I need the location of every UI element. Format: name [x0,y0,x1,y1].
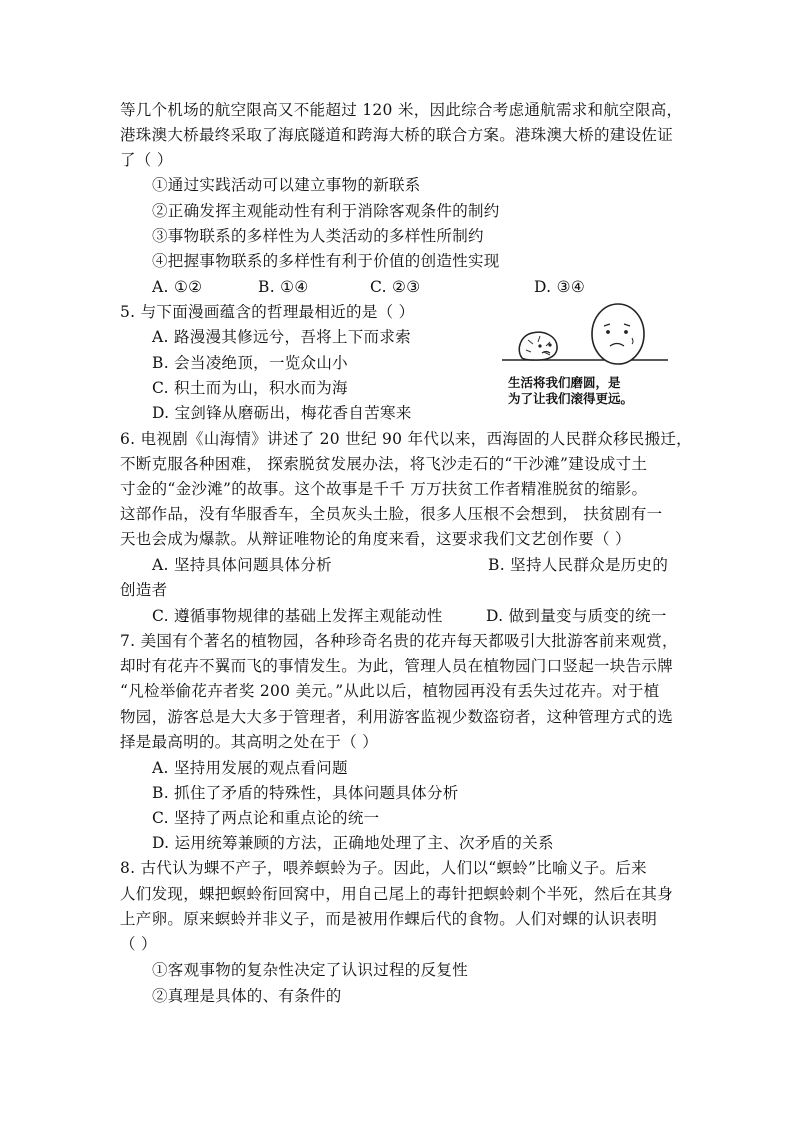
q8-stem-line: 上产卵。原来螟蛉并非义子，而是被用作蜾后代的食物。人们对蜾的认识表明 [120,910,658,928]
q6-option-c: C. 遵循事物规律的基础上发挥主观能动性 [152,607,443,625]
q6-stem-line: 天也会成为爆款。从辩证唯物论的角度来看，这要求我们文艺创作要（ ） [120,530,631,548]
q4-statement: ②正确发挥主观能动性有利于消除客观条件的制约 [152,202,500,220]
q7-stem-line: “凡检举偷花卉者奖 200 美元。”从此以后，植物园再没有丢失过花卉。对于植 [120,682,660,700]
q6-stem-line: 寸金的“金沙滩”的故事。这个故事是千千 万万扶贫工作者精准脱贫的缩影。 [120,480,648,498]
q4-statement: ③事物联系的多样性为人类活动的多样性所制约 [152,227,484,245]
q6-option-a: A. 坚持具体问题具体分析 [152,556,332,574]
cartoon-caption [508,375,668,407]
q8-statement: ①客观事物的复杂性决定了认识过程的反复性 [152,961,469,979]
q4-statement: ①通过实践活动可以建立事物的新联系 [152,176,421,194]
q5-option-a: A. 路漫漫其修远兮，吾将上下而求索 [152,328,411,346]
q7-stem-line: 7. 美国有个著名的植物园，各种珍奇名贵的花卉每天都吸引大批游客前来观赏， [120,632,678,650]
q8-stem-line: 人们发现，蜾把螟蛉衔回窝中，用自己尾上的毒针把螟蛉刺个半死，然后在其身 [120,885,674,903]
q4-choice-b: B. ①④ [258,278,309,296]
q5-option-b: B. 会当凌绝顶，一览众山小 [152,354,348,372]
q4-choice-a: A. ①② [152,278,203,296]
q6-option-b-cont: 创造者 [120,581,168,599]
q5-option-c: C. 积土而为山，积水而为海 [152,379,348,397]
q4-statement: ④把握事物联系的多样性有利于价值的创造性实现 [152,252,500,270]
q4-stem-line: 了（ ） [120,151,173,169]
q4-stem-line: 等几个机场的航空限高又不能超过 120 米，因此综合考虑通航需求和航空限高， [120,101,683,119]
q6-stem-line: 不断克服各种困难， 探索脱贫发展办法，将飞沙走石的“干沙滩”建设成寸土 [120,455,648,473]
q5-stem: 5. 与下面漫画蕴含的哲理最相近的是（ ） [120,303,415,321]
q6-stem-line: 6. 电视剧《山海情》讲述了 20 世纪 90 年代以来，西海固的人民群众移民搬迁， [120,430,692,448]
q8-statement: ②真理是具体的、有条件的 [152,987,342,1005]
q4-stem-line: 港珠澳大桥最终采取了海底隧道和跨海大桥的联合方案。港珠澳大桥的建设佐证 [120,126,674,144]
q4-choice-d: D. ③④ [534,278,586,296]
caption-line: 生活将我们磨圆，是 [508,375,621,390]
q7-option-a: A. 坚持用发展的观点看问题 [152,759,348,777]
q7-option-d: D. 运用统筹兼顾的方法，正确地处理了主、次矛盾的关系 [152,834,554,852]
rough-stone [519,332,557,360]
caption-line: 为了让我们滚得更远。 [508,391,634,406]
q6-option-b: B. 坚持人民群众是历史的 [488,556,669,574]
q8-stem-line: （ ） [120,935,157,953]
q7-stem-line: 择是最高明的。其高明之处在于（ ） [120,733,379,751]
q6-option-d: D. 做到量变与质变的统一 [486,607,667,625]
smooth-stone [592,304,644,364]
q7-option-c: C. 坚持了两点论和重点论的统一 [152,809,380,827]
q5-option-d: D. 宝剑锋从磨砺出，梅花香自苦寒来 [152,404,412,422]
q8-stem-line: 8. 古代认为蜾不产子，喂养螟蛉为子。因此，人们以“螟蛉”比喻义子。后来 [120,859,647,877]
q7-stem-line: 却时有花卉不翼而飞的事情发生。为此，管理人员在植物园门口竖起一块告示牌 [120,657,674,675]
q6-stem-line: 这部作品，没有华服香车，全员灰头土脸，很多人压根不会想到， 扶贫剧有一 [120,505,663,523]
q4-choice-c: C. ②③ [370,278,421,296]
q7-stem-line: 物园，游客总是大大多于管理者，利用游客监视少数盗窃者，这种管理方式的选 [120,708,674,726]
q7-option-b: B. 抓住了矛盾的特殊性，具体问题具体分析 [152,784,459,802]
